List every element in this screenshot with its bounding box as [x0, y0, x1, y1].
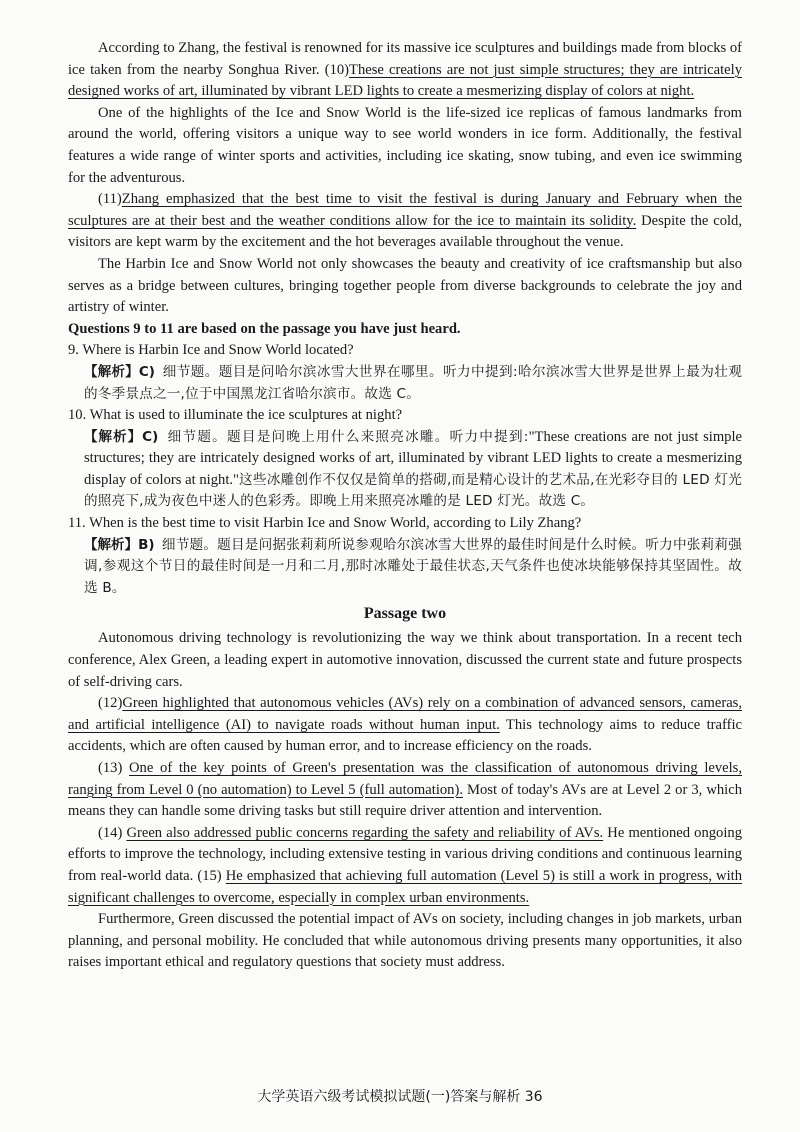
paragraph-rest-text: Despite the cold, visitors are kept warm by the excitement and the hot beverages available throughout the venue. [68, 212, 742, 251]
passage-one-paragraph-2: One of the highlights of the Ice and Snow World is the life-sized ice replicas of famous landmarks from around the world, offering visitors a unique way to see world wonders in ice form. Additionally, the festival features a wide range of winter sports and activities, including ice skating, snow tubing, and even ice swimming for the adventurous. [68, 104, 742, 186]
passage-two-paragraph-4 [68, 823, 742, 909]
key-sentence-14: Green also addressed public concerns regarding the safety and reliability of AVs. [126, 824, 604, 841]
question-11: 11. When is the best time to visit Harbin Ice and Snow World, according to Lily Zhang? [68, 515, 582, 532]
paragraph-rest-text: Most of today's AVs are at Level 2 or 3, which means they can handle some driving tasks but still require driver attention and intervention. [68, 781, 742, 820]
analysis-text-10-a: 细节题。题目是问晚上用什么来照亮冰雕。听力中提到: [167, 428, 529, 445]
questions-heading: Questions 9 to 11 are based on the passage you have just heard. [68, 320, 461, 337]
analysis-quote-10: "These creations are not just simple structures; they are intricately designed works of art, illuminated by vibrant LED lights to create a mesmerizing display of colors at night." [84, 428, 743, 488]
question-number-12: (12) [98, 695, 123, 712]
question-number-13: (13) [98, 760, 130, 776]
paragraph-lead-text: According to Zhang, the festival is renowned for its massive ice sculptures and buildings made from blocks of ice taken from the nearby Songhua River. (10) [68, 40, 742, 78]
passage-one-paragraph-3 [68, 189, 742, 254]
passage-two-paragraph-2 [68, 693, 742, 758]
key-sentence-11: Zhang emphasized that the best time to visit the festival is during January and February when the sculptures are at their best and the weather conditions allow for the ice to maintain its solidity. [68, 191, 742, 229]
passage-two-paragraph-1: Autonomous driving technology is revolutionizing the way we think about transportation. In a recent tech conference, Alex Green, a leading expert in automotive innovation, discussed the current state and future prospects of self-driving cars. [68, 630, 742, 690]
key-sentence-12: Green highlighted that autonomous vehicles (AVs) rely on a combination of advanced sensors, cameras, and artificial intelligence (AI) to navigate roads without human input. [68, 695, 742, 733]
passage-two-paragraph-5: Furthermore, Green discussed the potential impact of AVs on society, including changes in job markets, urban planning, and personal mobility. He concluded that while autonomous driving presents many opportunities, it also raises important ethical and regulatory questions that society must address. [68, 911, 742, 971]
analysis-text-11: 细节题。题目是问据张莉莉所说参观哈尔滨冰雪大世界的最佳时间是什么时候。听力中张莉莉强调,参观这个节日的最佳时间是一月和二月,那时冰雕处于最佳状态,天气条件也使冰块能够保持其坚固性。故选 B。 [84, 536, 743, 596]
passage-one-paragraph-4: The Harbin Ice and Snow World not only showcases the beauty and creativity of ice craftsmanship but also serves as a bridge between cultures, bringing together people from diverse backgrounds to celebrate the joy and artistry of winter. [68, 255, 742, 316]
key-sentence-15: He emphasized that achieving full automation (Level 5) is still a work in progress, with significant challenges to overcome, especially in complex urban environments. [68, 867, 742, 906]
question-number-14: (14) [98, 824, 127, 841]
analysis-9 [84, 362, 742, 405]
question-10: 10. What is used to illuminate the ice sculptures at night? [68, 407, 403, 424]
paragraph-rest-text: This technology aims to reduce traffic accidents, which are often caused by human error, and to increase efficiency on the roads. [68, 716, 742, 755]
passage-two-title: Passage two [363, 605, 447, 623]
key-sentence-10: These creations are not just simple structures; they are intricately designed works of art, illuminated by vibrant LED lights to create a mesmerizing display of colors at night. [68, 61, 742, 100]
analysis-text-9: 细节题。题目是问哈尔滨冰雪大世界在哪里。听力中提到:哈尔滨冰雪大世界是世界上最为壮观的冬季景点之一,位于中国黑龙江省哈尔滨市。故选 C。 [84, 363, 743, 402]
paragraph-middle-text: He mentioned ongoing efforts to improve the technology, including extensive testing in various driving conditions and continuous learning from real-world data. (15) [68, 824, 743, 884]
question-number-11: (11) [98, 191, 122, 208]
key-sentence-13: One of the key points of Green's presentation was the classification of autonomous driving levels, ranging from Level 0 (no automation) to Level 5 (full automation). [68, 760, 743, 798]
passage-one-paragraph-1 [68, 38, 742, 103]
question-9: 9. Where is Harbin Ice and Snow World located? [68, 342, 354, 359]
analysis-11 [84, 535, 742, 600]
answer-tag-9: 【解析】C) [84, 363, 155, 380]
answer-tag-11: 【解析】B) [84, 536, 155, 553]
passage-two-paragraph-3 [68, 758, 742, 823]
analysis-text-10-b: 这些冰雕创作不仅仅是简单的搭砌,而是精心设计的艺术品,在光彩夺目的 LED 灯光的照亮下,成为夜色中迷人的色彩秀。即晚上用来照亮冰雕的是 LED 灯光。故选 C。 [84, 471, 742, 510]
analysis-10 [84, 427, 742, 513]
answer-tag-10: 【解析】C) [84, 428, 159, 445]
page-footer: 大学英语六级考试模拟试题(一)答案与解析 36 [257, 1089, 543, 1105]
